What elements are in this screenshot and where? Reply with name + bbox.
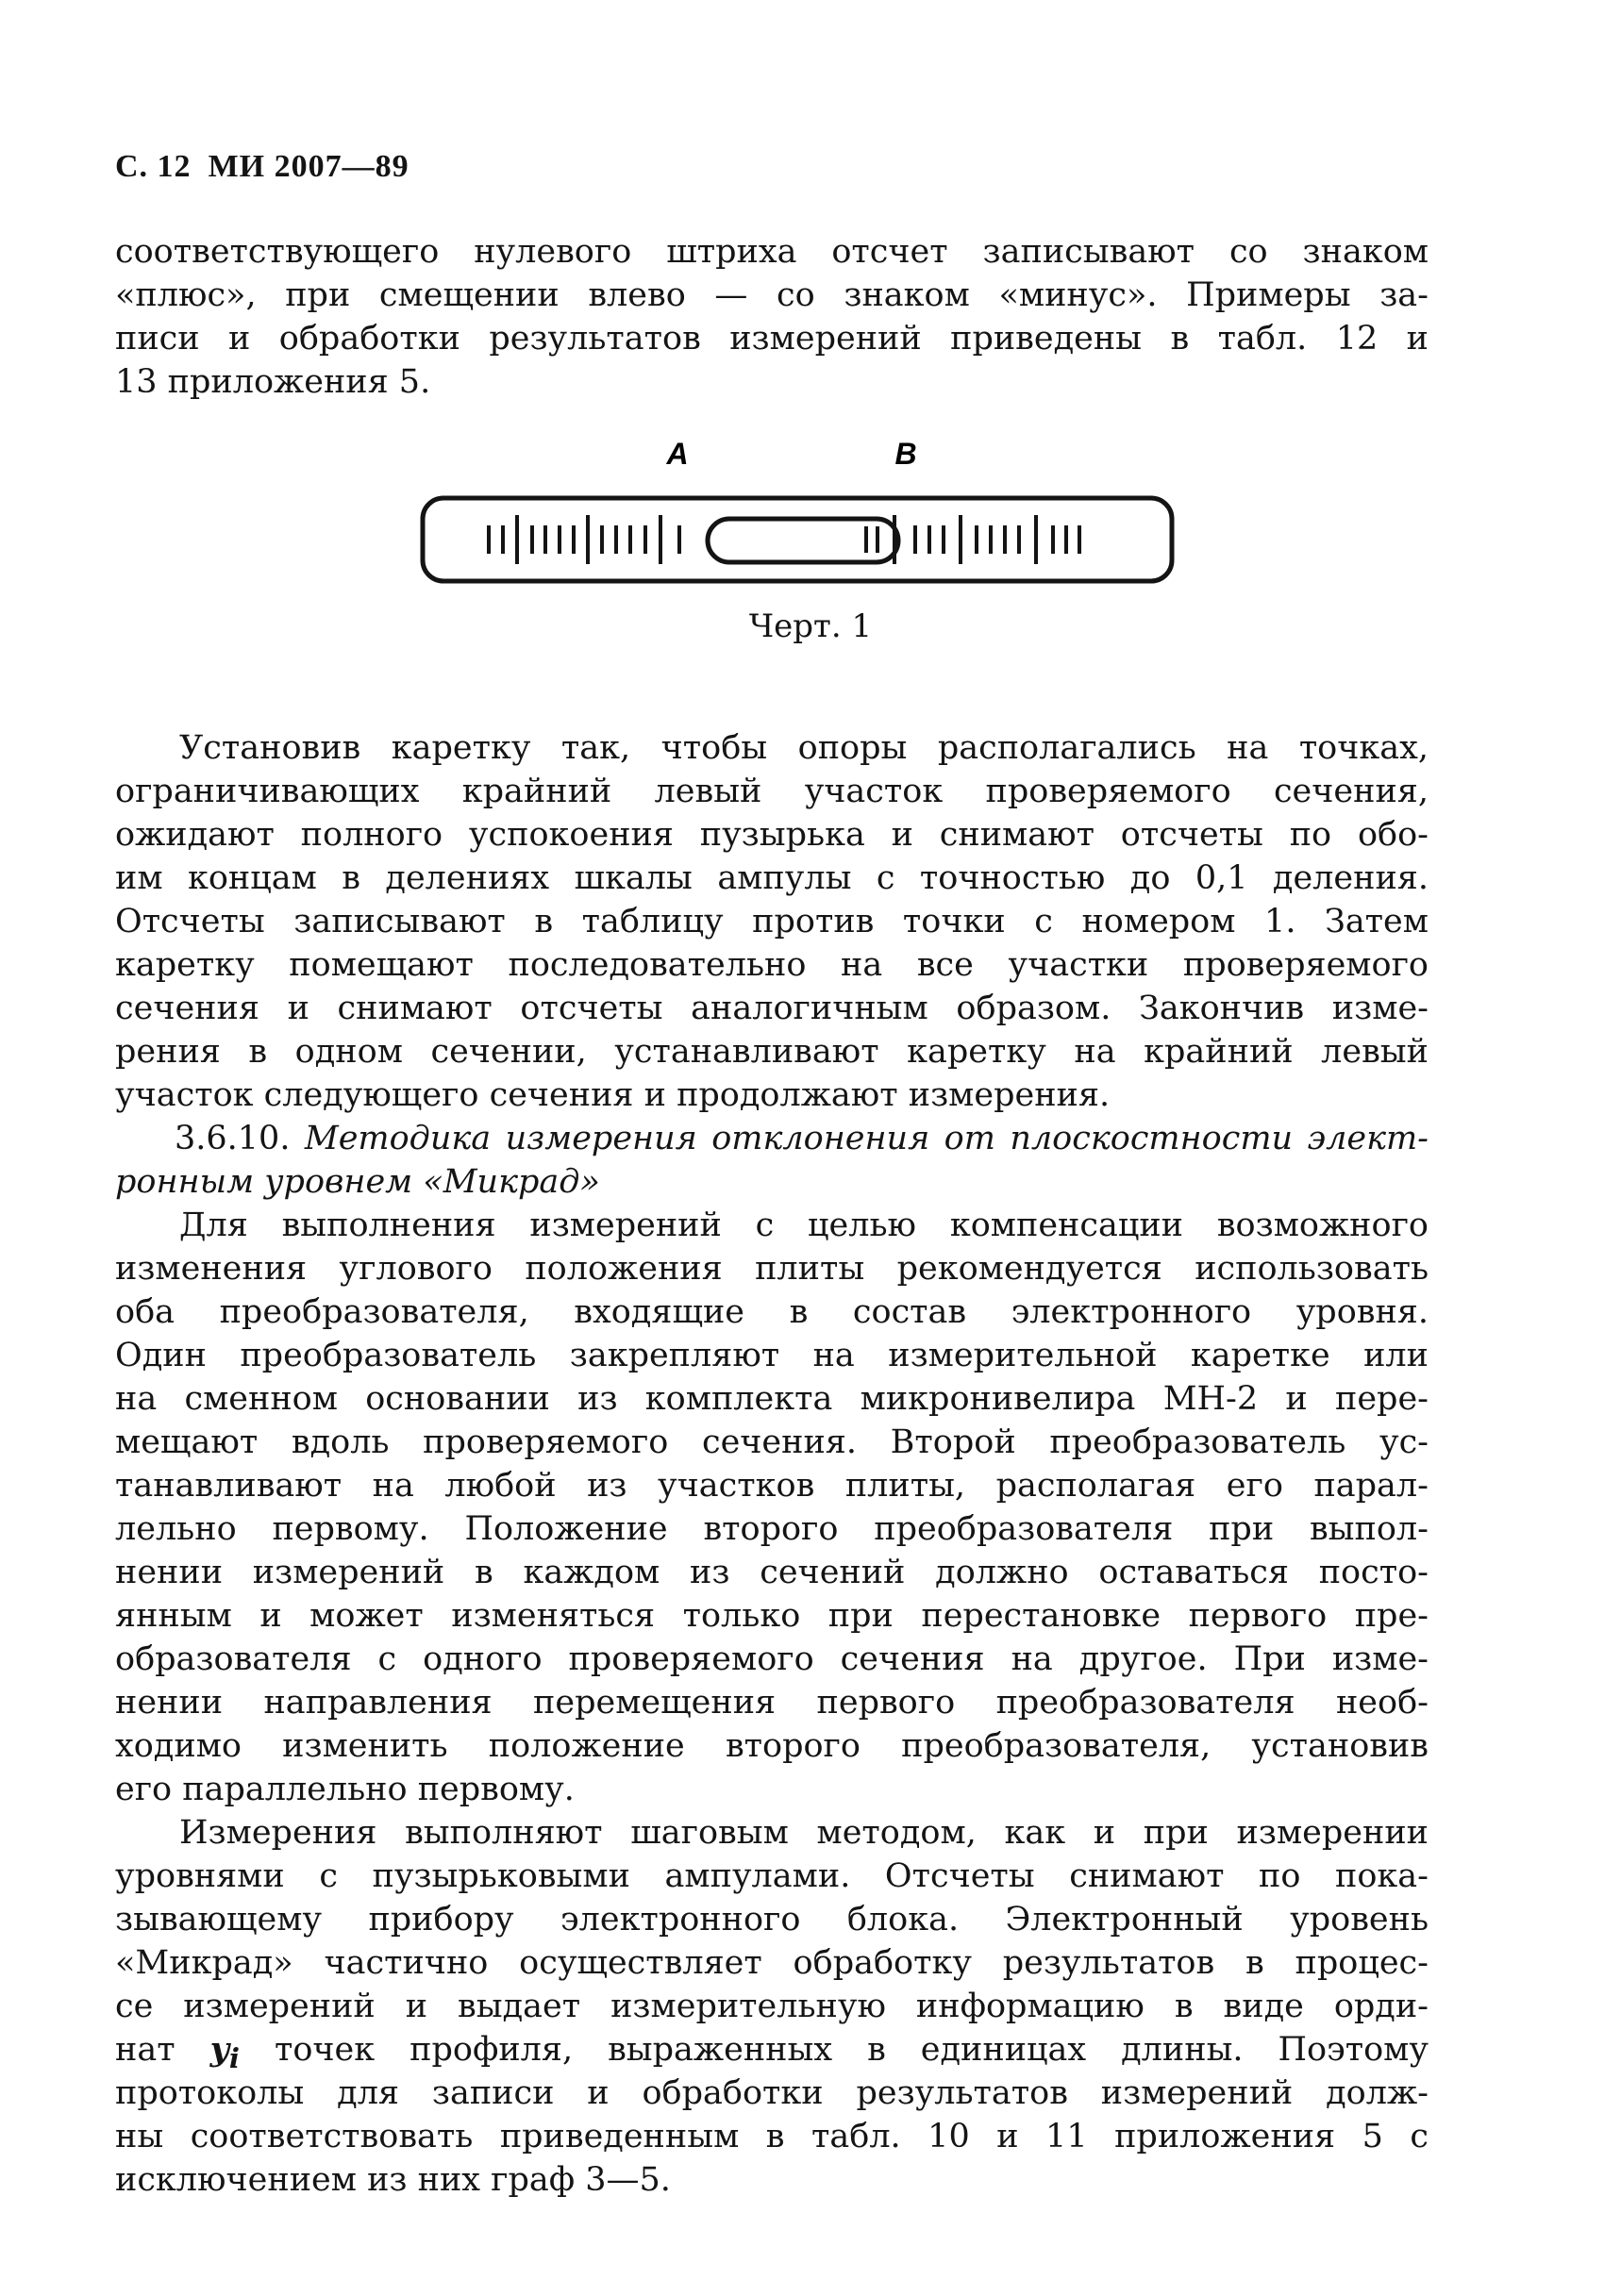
text-line: рения в одном сечении, устанавливают каретку на крайний левый (115, 1033, 1429, 1071)
text-line: каретку помещают последовательно на все участки проверяемого (115, 946, 1429, 984)
text-line: нении направления перемещения первого преобразователя необ- (115, 1684, 1429, 1722)
text-line: лельно первому. Положение второго преобразователя при выпол- (115, 1510, 1429, 1548)
section-number: 3.6.10. (175, 1120, 291, 1157)
section-heading-cont: ронным уровнем «Микрад» (115, 1163, 600, 1201)
bubble (708, 519, 898, 562)
text-line: Один преобразователь закрепляют на измерительной каретке или (115, 1337, 1429, 1374)
section-title: Методика измерения отклонения от плоскостности элект- (304, 1120, 1429, 1157)
variable-y-letter: y (209, 2030, 229, 2069)
text-line: оба преобразователя, входящие в состав электронного уровня. (115, 1293, 1429, 1331)
text-line: уровнями с пузырьковыми ампулами. Отсчеты снимают по пока- (115, 1857, 1429, 1895)
text-line: участок следующего сечения и продолжают измерения. (115, 1076, 1111, 1114)
text-line: 13 приложения 5. (115, 363, 431, 401)
document-code: МИ 2007—89 (208, 149, 409, 184)
text-fragment: нат (115, 2031, 175, 2069)
text-line: мещают вдоль проверяемого сечения. Второй преобразователь ус- (115, 1423, 1429, 1461)
variable-y-index: i (228, 2042, 240, 2074)
variable-y (209, 2030, 240, 2074)
section-heading (175, 1117, 1429, 1160)
vial-scale-drawing (406, 434, 1189, 599)
text-line: изменения углового положения плиты рекомендуется использовать (115, 1250, 1429, 1288)
label-a: A (666, 437, 689, 471)
text-line: нении измерений в каждом из сечений должно оставаться посто- (115, 1554, 1429, 1591)
text-line: протоколы для записи и обработки результатов измерений долж- (115, 2074, 1429, 2112)
text-line: Измерения выполняют шаговым методом, как и при измерении (179, 1814, 1429, 1852)
text-fragment: точек профиля, выраженных в единицах длины. Поэтому (274, 2031, 1429, 2069)
text-line: сечения и снимают отсчеты аналогичным образом. Закончив изме- (115, 990, 1429, 1027)
text-line: «плюс», при смещении влево — со знаком «минус». Примеры за- (115, 276, 1429, 314)
text-line: Для выполнения измерений с целью компенсации возможного (179, 1206, 1429, 1244)
figure-caption: Черт. 1 (748, 607, 873, 645)
vial-outline (423, 498, 1172, 581)
page-header (115, 149, 426, 185)
text-line: янным и может изменяться только при перестановке первого пре- (115, 1597, 1429, 1635)
text-line: зывающему прибору электронного блока. Электронный уровень (115, 1901, 1429, 1938)
text-line: се измерений и выдает измерительную информацию в виде орди- (115, 1988, 1429, 2025)
text-line: ожидают полного успокоения пузырька и снимают отсчеты по обо- (115, 816, 1429, 854)
scale-ticks (489, 515, 1079, 564)
text-line: ны соответствовать приведенным в табл. 10 и 11 приложения 5 с (115, 2118, 1429, 2155)
vial-scale-figure (406, 434, 1189, 599)
text-line: танавливают на любой из участков плиты, располагая его парал- (115, 1467, 1429, 1505)
text-line: писи и обработки результатов измерений приведены в табл. 12 и (115, 320, 1429, 358)
text-line: им концам в делениях шкалы ампулы с точностью до 0,1 деления. (115, 859, 1429, 897)
text-line (115, 2028, 1429, 2074)
text-line: соответствующего нулевого штриха отсчет записывают со знаком (115, 233, 1429, 271)
label-b: B (894, 437, 917, 471)
text-line: Отсчеты записывают в таблицу против точки с номером 1. Затем (115, 903, 1429, 940)
text-line: на сменном основании из комплекта микронивелира МН-2 и пере- (115, 1380, 1429, 1418)
text-line: образователя с одного проверяемого сечения на другое. При изме- (115, 1640, 1429, 1678)
text-line: ходимо изменить положение второго преобразователя, установив (115, 1727, 1429, 1765)
text-line: его параллельно первому. (115, 1771, 575, 1808)
text-line: ограничивающих крайний левый участок проверяемого сечения, (115, 773, 1429, 810)
text-line: исключением из них граф 3—5. (115, 2161, 671, 2199)
text-line: Установив каретку так, чтобы опоры располагались на точках, (179, 729, 1429, 767)
page-number: С. 12 (115, 149, 192, 184)
text-line: «Микрад» частично осуществляет обработку результатов в процес- (115, 1944, 1429, 1982)
